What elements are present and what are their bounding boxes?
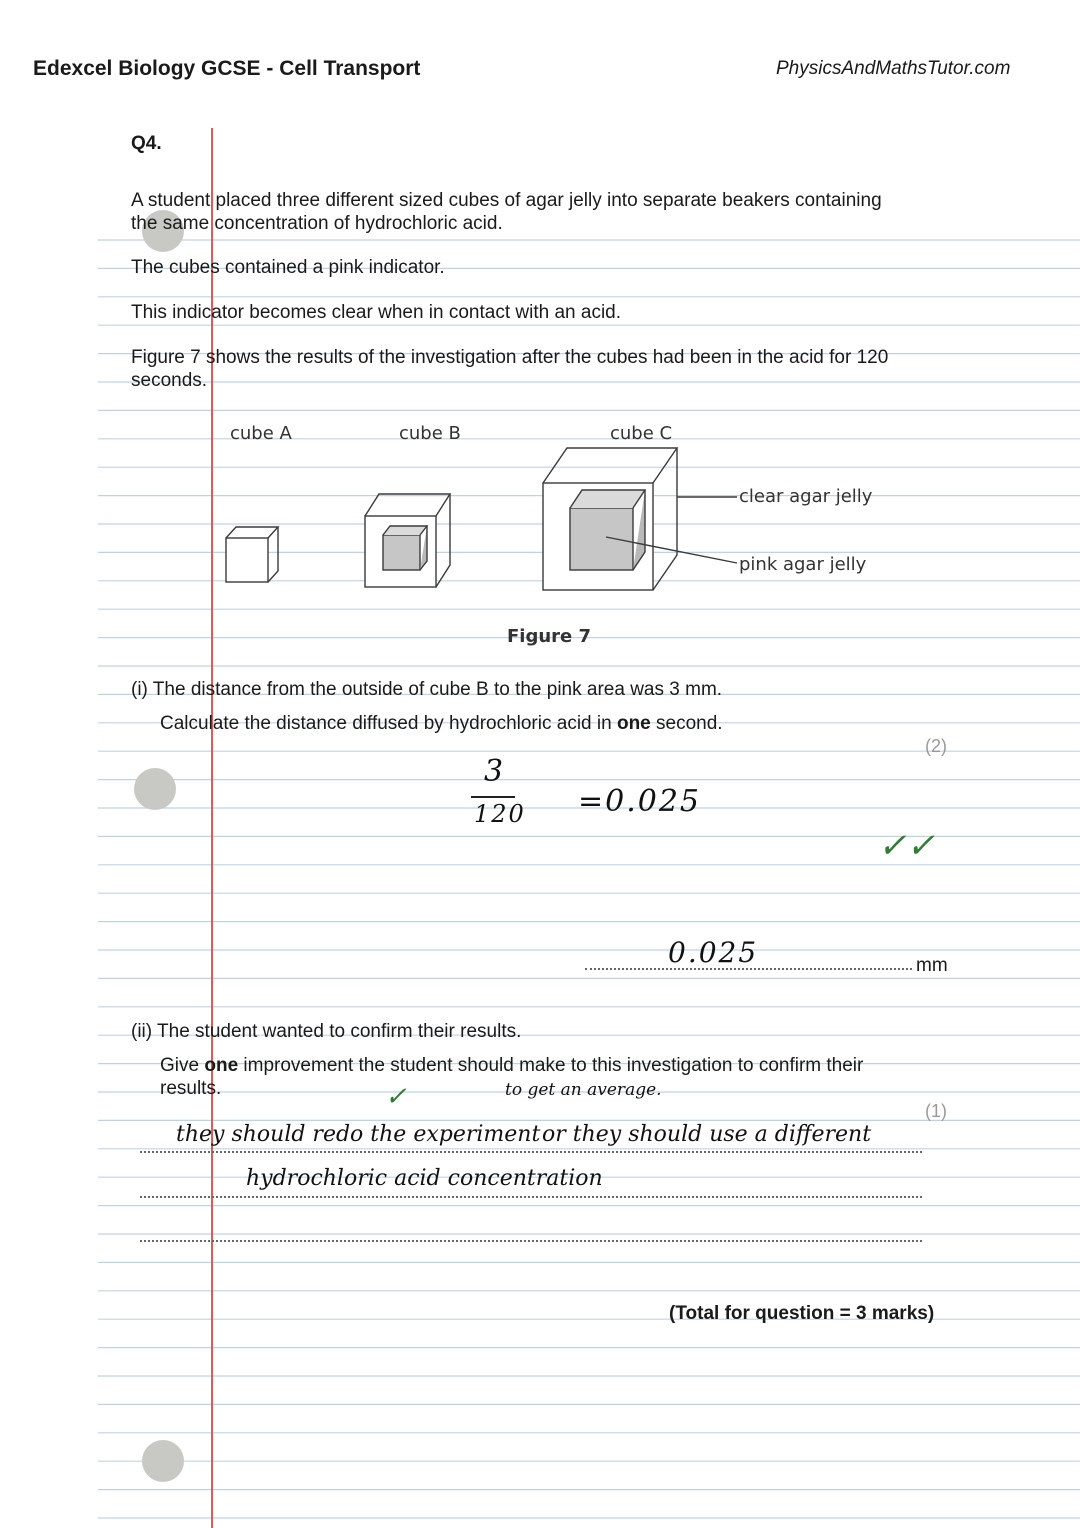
answer-value: 0.025 [668,936,759,969]
handwritten-answer-2: hydrochloric acid concentration [246,1166,603,1191]
part-i-instruction: Calculate the distance diffused by hydrochloric acid in one second. [160,713,723,734]
cube-b [365,494,450,587]
answer-line-part-ii-2 [140,1196,922,1198]
part-ii-text: (ii) The student wanted to confirm their results. [131,1021,522,1042]
question-paragraph-4a: Figure 7 shows the results of the investigation after the cubes had been in the acid for 120 [131,347,889,368]
part-i-text: (i) The distance from the outside of cube B to the pink area was 3 mm. [131,679,723,700]
punch-hole-middle [134,768,176,810]
punch-hole-bottom [142,1440,184,1482]
answer-line-part-ii-1 [140,1151,922,1153]
cube-c [543,448,677,590]
cube-b-pink-core [383,535,420,570]
part-ii-instruction-cont: results. [160,1078,222,1099]
cube-c-pink-core [570,508,633,570]
working-denominator: 120 [474,800,526,828]
fraction-bar [471,796,515,798]
question-paragraph-4b: seconds. [131,370,208,391]
part-i-marks: (2) [925,736,947,756]
handwritten-answer-1a: they should redo the experiment [176,1122,541,1147]
part-ii-marks: (1) [925,1101,947,1121]
figure-caption: Figure 7 [507,626,592,647]
cube-b-label: cube B [399,423,461,444]
handwritten-insert: to get an average. [505,1080,662,1100]
cube-a-label: cube A [230,423,292,444]
question-number: Q4. [131,133,162,154]
pink-agar-jelly-label: pink agar jelly [739,554,867,575]
clear-agar-jelly-label: clear agar jelly [739,486,873,507]
question-paragraph-1a: A student placed three different sized cubes of agar jelly into separate beakers containing [131,190,882,211]
handwritten-answer-1b: or they should use a different [542,1122,872,1147]
answer-unit: mm [916,955,948,976]
total-marks: (Total for question = 3 marks) [669,1303,935,1324]
question-paragraph-2: The cubes contained a pink indicator. [131,257,445,278]
examiner-tick-part-ii: ✓ [385,1082,407,1112]
source-site: PhysicsAndMathsTutor.com [776,58,1011,79]
document-title: Edexcel Biology GCSE - Cell Transport [33,57,421,80]
part-ii-instruction: Give one improvement the student should make to this investigation to confirm their [160,1055,864,1076]
question-paragraph-1b: the same concentration of hydrochloric acid. [131,213,503,234]
cube-a [226,527,278,582]
question-paragraph-3: This indicator becomes clear when in contact with an acid. [131,302,622,323]
working-numerator: 3 [484,754,504,789]
cube-figure [0,0,1080,700]
answer-line-part-ii-3 [140,1240,922,1242]
cube-c-label: cube C [610,423,673,444]
working-result: =0.025 [578,784,702,819]
examiner-ticks-part-i: ✓✓ [878,826,935,866]
